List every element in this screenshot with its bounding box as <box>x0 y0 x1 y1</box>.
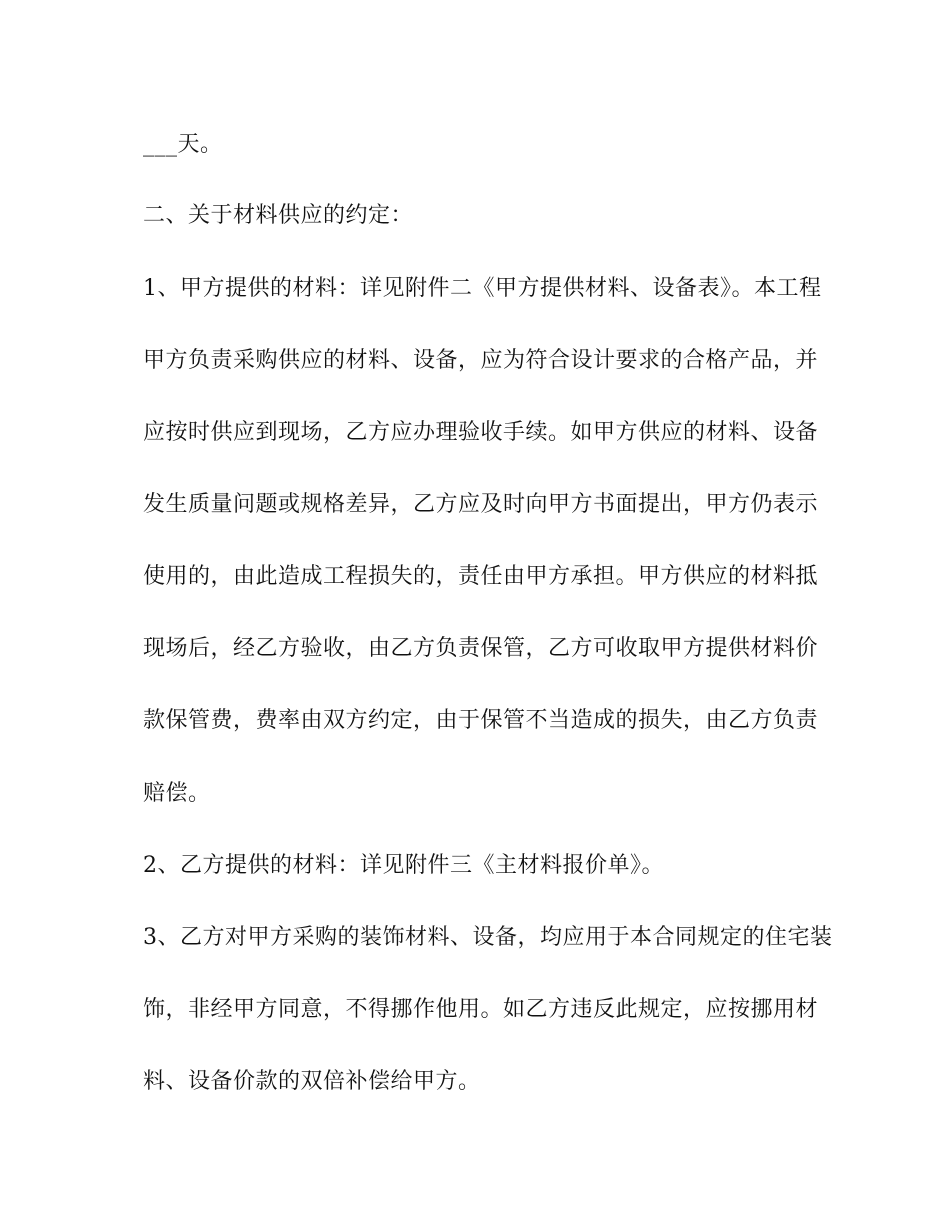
text-line-10: 赔偿。 <box>143 781 211 806</box>
text-line-3: 1、甲方提供的材料：详见附件二《甲方提供材料、设备表》。本工程 <box>143 276 822 301</box>
text-line-8: 现场后，经乙方验收，由乙方负责保管，乙方可收取甲方提供材料价 <box>143 636 819 661</box>
text-line-11: 2、乙方提供的材料：详见附件三《主材料报价单》。 <box>143 853 664 878</box>
text-line-1: ___天。 <box>143 132 223 157</box>
text-line-6: 发生质量问题或规格差异，乙方应及时向甲方书面提出，甲方仍表示 <box>143 492 819 517</box>
text-line-9: 款保管费，费率由双方约定，由于保管不当造成的损失，由乙方负责 <box>143 708 819 733</box>
section-heading: 二、关于材料供应的约定： <box>143 203 414 228</box>
text-line-14: 料、设备价款的双倍补偿给甲方。 <box>143 1069 481 1094</box>
text-line-7: 使用的，由此造成工程损失的，责任由甲方承担。甲方供应的材料抵 <box>143 564 819 589</box>
text-line-5: 应按时供应到现场，乙方应办理验收手续。如甲方供应的材料、设备 <box>143 420 819 445</box>
text-line-12: 3、乙方对甲方采购的装饰材料、设备，均应用于本合同规定的住宅装 <box>143 925 833 950</box>
text-line-13: 饰，非经甲方同意，不得挪作他用。如乙方违反此规定，应按挪用材 <box>143 997 819 1022</box>
text-line-4: 甲方负责采购供应的材料、设备，应为符合设计要求的合格产品，并 <box>143 348 819 373</box>
